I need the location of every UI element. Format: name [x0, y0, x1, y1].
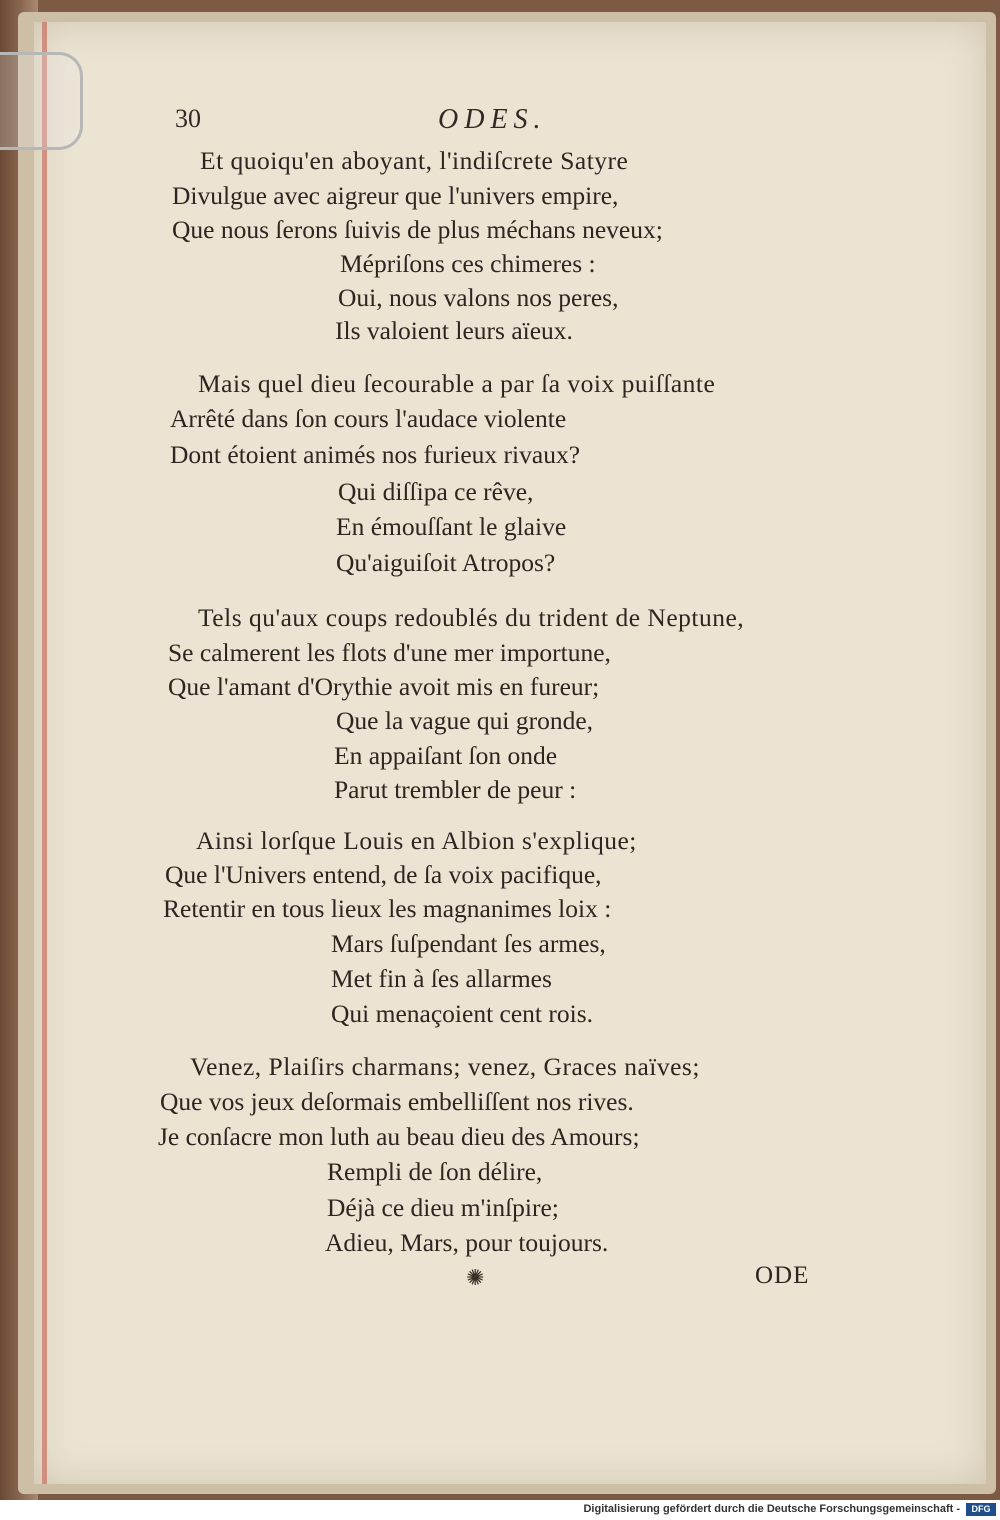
red-margin-rule [42, 22, 47, 1484]
verse-line: Parut trembler de peur : [334, 775, 577, 804]
page-number: 30 [175, 104, 201, 133]
verse-line: Tels qu'aux coups redoublés du trident de Neptune, [198, 603, 745, 632]
dfg-logo-icon: DFG [966, 1503, 996, 1516]
verse-line: Adieu, Mars, pour toujours. [325, 1228, 609, 1257]
verse-line: Qui diſſipa ce rêve, [338, 477, 534, 506]
verse-line: Que vos jeux deſormais embelliſſent nos rives. [160, 1087, 634, 1116]
verse-line: Déjà ce dieu m'inſpire; [327, 1193, 559, 1222]
verse-line: Je conſacre mon luth au beau dieu des Amours; [158, 1122, 640, 1151]
verse-line: Venez, Plaiſirs charmans; venez, Graces naïves; [190, 1052, 700, 1081]
digitization-footer [0, 1500, 1000, 1520]
verse-line: Qu'aiguiſoit Atropos? [336, 548, 556, 577]
verse-line: Divulgue avec aigreur que l'univers empire, [172, 181, 619, 210]
verse-line: Mépriſons ces chimeres : [340, 249, 596, 278]
verse-line: En appaiſant ſon onde [334, 741, 558, 770]
verse-line: Que l'amant d'Orythie avoit mis en fureur; [168, 672, 600, 701]
verse-line: En émouſſant le glaive [336, 512, 567, 541]
verse-line: Mais quel dieu ſecourable a par ſa voix puiſſante [198, 369, 716, 398]
verse-line: Rempli de ſon délire, [327, 1157, 543, 1186]
verse-line: Se calmerent les flots d'une mer importune, [168, 638, 611, 667]
running-title: ODES. [438, 104, 547, 135]
verse-line: Que nous ſerons ſuivis de plus méchans neveux; [172, 215, 663, 244]
catchword: ODE [755, 1262, 810, 1289]
verse-line: Retentir en tous lieux les magnanimes loix : [163, 894, 612, 923]
verse-line: Arrêté dans ſon cours l'audace violente [170, 404, 567, 433]
verse-line: Et quoiqu'en aboyant, l'indiſcrete Satyre [200, 146, 629, 175]
verse-line: Met fin à ſes allarmes [331, 964, 552, 993]
verse-line: Que l'Univers entend, de ſa voix pacifique, [165, 860, 602, 889]
verse-line: Qui menaçoient cent rois. [331, 999, 593, 1028]
printer-ornament: ✺ [466, 1266, 485, 1291]
verse-line: Ils valoient leurs aïeux. [335, 316, 573, 345]
footer-credit: Digitalisierung gefördert durch die Deutsche Forschungsgemeinschaft - [583, 1503, 960, 1515]
verse-line: Mars ſuſpendant ſes armes, [331, 929, 606, 958]
verse-line: Que la vague qui gronde, [336, 706, 594, 735]
verse-line: Oui, nous valons nos peres, [338, 283, 619, 312]
page-header [0, 104, 1000, 144]
verse-line: Dont étoient animés nos furieux rivaux? [170, 440, 581, 469]
verse-line: Ainsi lorſque Louis en Albion s'explique; [196, 826, 637, 855]
